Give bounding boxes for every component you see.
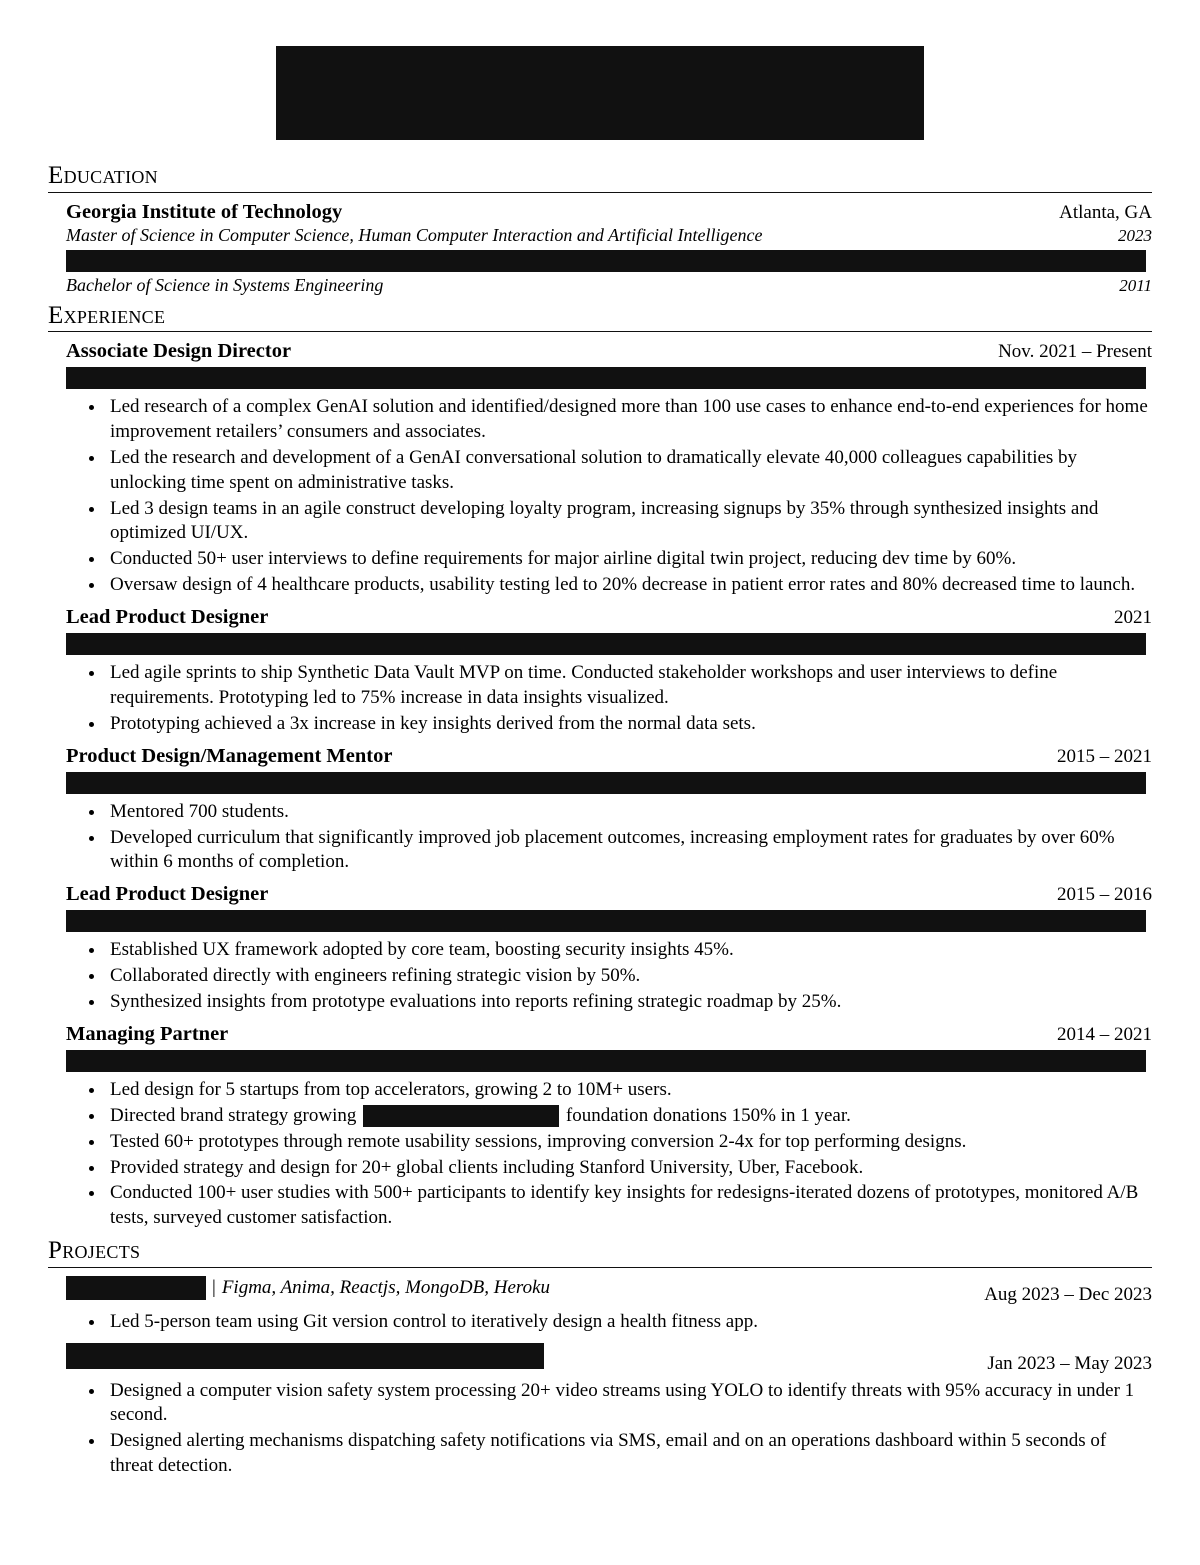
bullet-item: • Prototyping achieved a 3x increase in key insights derived from the normal data sets.: [106, 712, 1152, 737]
section-experience: [48, 302, 1152, 1232]
project-date: Jan 2023 – May 2023: [987, 1352, 1152, 1374]
job-header: [66, 1023, 1152, 1046]
job-date: 2015 – 2021: [1057, 745, 1152, 767]
bullet-item: • Provided strategy and design for 20+ global clients including Stanford University, Uber, Facebook.: [106, 1156, 1152, 1181]
job-bullets: [66, 661, 1152, 737]
job-date: 2021: [1114, 607, 1152, 628]
bullet-item: • Tested 60+ prototypes through remote usability sessions, improving conversion 2-4x for top performing designs.: [106, 1130, 1152, 1155]
education-entry-header: [66, 201, 1152, 224]
project-tech-stack: Figma, Anima, Reactjs, MongoDB, Heroku: [221, 1276, 551, 1298]
bullet-item: • Led 5-person team using Git version control to iteratively design a health fitness app.: [106, 1310, 1152, 1335]
bullet-item: • Led agile sprints to ship Synthetic Data Vault MVP on time. Conducted stakeholder workshops and user interviews to define requirements. Prototyping led to 75% increase in data insights visualized.: [106, 661, 1152, 711]
bullet-item: • Led design for 5 startups from top accelerators, growing 2 to 10M+ users.: [106, 1078, 1152, 1103]
redaction-bar-employer: [66, 910, 1146, 932]
bullet-text-suffix: foundation donations 150% in 1 year.: [565, 1104, 851, 1126]
school-name: Georgia Institute of Technology: [66, 200, 343, 223]
job-title: Associate Design Director: [66, 340, 292, 362]
redaction-bar-school: [66, 250, 1146, 272]
job-header: [66, 883, 1152, 906]
bullet-item: • Conducted 100+ user studies with 500+ participants to identify key insights for redesigns-iterated dozens of prototypes, monitored A/B tests, surveyed customer satisfaction.: [106, 1181, 1152, 1231]
bullet-item-redacted: [106, 1104, 1152, 1129]
redaction-bar-employer: [66, 1050, 1146, 1072]
section-education: [48, 162, 1152, 296]
job-title: Lead Product Designer: [66, 606, 269, 628]
bullet-item: • Mentored 700 students.: [106, 800, 1152, 825]
job-bullets: [66, 800, 1152, 876]
job-date: Nov. 2021 – Present: [998, 341, 1152, 362]
project-header: [66, 1276, 1152, 1306]
bullet-item: • Collaborated directly with engineers refining strategic vision by 50%.: [106, 964, 1152, 989]
project-divider: |: [212, 1276, 216, 1298]
bullet-item: • Synthesized insights from prototype evaluations into reports refining strategic roadmap by 25%.: [106, 990, 1152, 1015]
job-bullets: [66, 938, 1152, 1015]
bullet-text-prefix: Directed brand strategy growing: [110, 1104, 357, 1126]
section-body-experience: [48, 340, 1152, 1231]
experience-entry: [66, 606, 1152, 737]
bullet-item: • Oversaw design of 4 healthcare products, usability testing led to 20% decrease in patient error rates and 80% decreased time to launch.: [106, 573, 1152, 598]
section-title-experience: Experience: [48, 301, 166, 329]
job-bullets: [66, 395, 1152, 598]
redaction-bar-project-name: [66, 1276, 206, 1300]
redaction-bar-name: [276, 46, 924, 140]
redaction-bar-inline-organization: [363, 1105, 559, 1127]
section-body-education: [48, 201, 1152, 296]
redaction-bar-employer: [66, 772, 1146, 794]
experience-entry: [66, 340, 1152, 598]
experience-entry: [66, 883, 1152, 1015]
experience-entry: [66, 745, 1152, 876]
section-rule-experience: [48, 331, 1152, 332]
job-title: Managing Partner: [66, 1022, 229, 1045]
section-rule-education: [48, 192, 1152, 193]
section-rule-projects: [48, 1267, 1152, 1268]
education-entry-subheader: [66, 225, 1152, 246]
project-date: Aug 2023 – Dec 2023: [984, 1283, 1152, 1305]
section-title-education: Education: [48, 162, 158, 189]
bullet-item: • Conducted 50+ user interviews to define requirements for major airline digital twin project, reducing dev time by 60%.: [106, 547, 1152, 572]
job-title: Product Design/Management Mentor: [66, 744, 393, 767]
education-entry: [66, 246, 1152, 296]
job-date: 2014 – 2021: [1057, 1023, 1152, 1045]
job-header: [66, 340, 1152, 363]
education-entry: [66, 201, 1152, 246]
section-body-projects: [48, 1276, 1152, 1479]
school-location: Atlanta, GA: [1059, 201, 1152, 223]
bullet-item: • Designed alerting mechanisms dispatching safety notifications via SMS, email and on an operations dashboard within 5 seconds of threat detection.: [106, 1429, 1152, 1479]
job-header: [66, 606, 1152, 629]
job-title: Lead Product Designer: [66, 883, 269, 906]
project-bullets: [66, 1310, 1152, 1335]
redaction-bar-employer: [66, 633, 1146, 655]
degree-date: 2023: [1118, 225, 1152, 245]
project-bullets: [66, 1379, 1152, 1480]
degree-date: 2011: [1119, 275, 1152, 295]
bullet-item: • Led research of a complex GenAI solution and identified/designed more than 100 use cases to enhance end-to-end experiences for home improvement retailers’ consumers and associates.: [106, 395, 1152, 445]
job-bullets: [66, 1078, 1152, 1231]
education-entry-subheader: [66, 275, 1152, 296]
bullet-item: • Developed curriculum that significantly improved job placement outcomes, increasing employment rates for graduates by over 60% within 6 months of completion.: [106, 826, 1152, 876]
project-entry: [66, 1276, 1152, 1335]
bullet-item: • Led the research and development of a GenAI conversational solution to dramatically elevate 40,000 colleagues capabilities by unlocking time spent on administrative tasks.: [106, 446, 1152, 496]
bullet-item: • Led 3 design teams in an agile construct developing loyalty program, increasing signups by 35% through synthesized insights and optimized UI/UX.: [106, 497, 1152, 547]
project-title-group: [66, 1343, 544, 1369]
project-entry: [66, 1343, 1152, 1480]
redaction-bar-project-name: [66, 1343, 544, 1369]
degree-title: Master of Science in Computer Science, Human Computer Interaction and Artificial Intelligence: [66, 224, 763, 245]
job-header: [66, 745, 1152, 768]
job-date: 2015 – 2016: [1057, 884, 1152, 906]
experience-entry: [66, 1023, 1152, 1231]
project-title-group: [66, 1276, 550, 1300]
section-title-projects: Projects: [48, 1237, 141, 1265]
degree-title: Bachelor of Science in Systems Engineering: [66, 274, 384, 295]
section-projects: [48, 1237, 1152, 1479]
header-name-block: [48, 46, 1152, 140]
redaction-bar-employer: [66, 367, 1146, 389]
bullet-item: • Designed a computer vision safety system processing 20+ video streams using YOLO to identify threats with 95% accuracy in under 1 second.: [106, 1379, 1152, 1429]
bullet-item: • Established UX framework adopted by core team, boosting security insights 45%.: [106, 938, 1152, 963]
project-header: [66, 1343, 1152, 1375]
